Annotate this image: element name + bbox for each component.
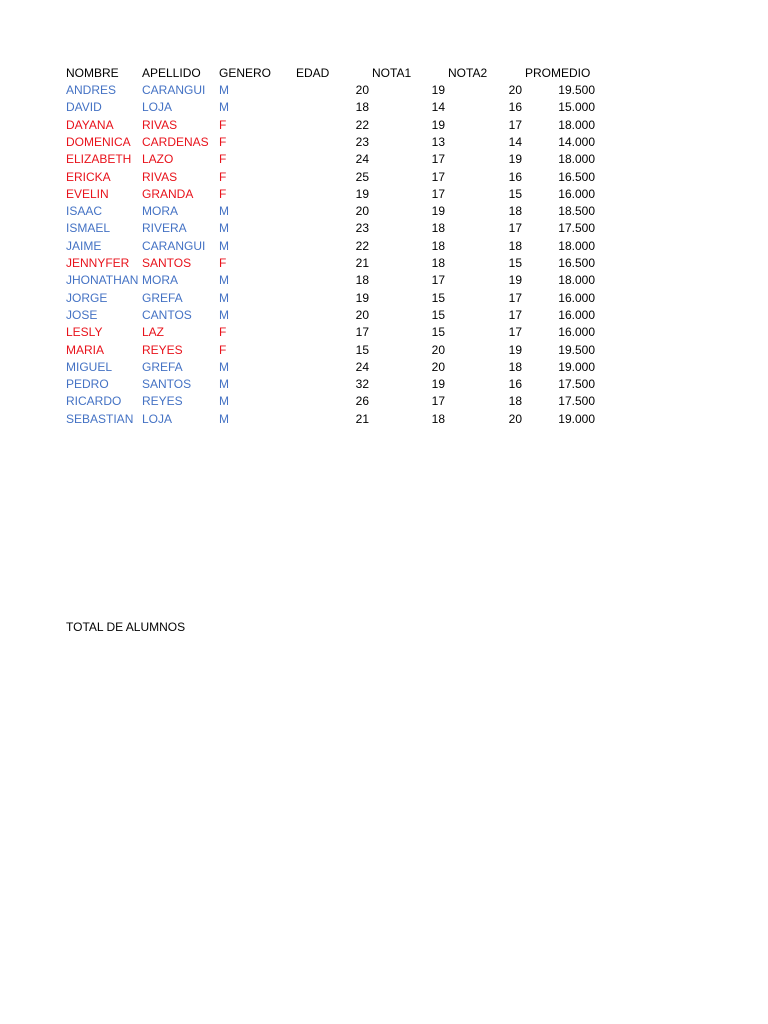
nota2-cell: 15 xyxy=(508,256,522,270)
nota1-cell: 17 xyxy=(431,169,445,184)
table-row xyxy=(0,376,768,393)
promedio-cell: 16.000 xyxy=(558,307,595,322)
nota1-cell: 17 xyxy=(431,273,445,288)
edad-cell: 19 xyxy=(355,186,369,201)
nota2-cell: 18 xyxy=(508,238,522,253)
nombre-cell: EVELIN xyxy=(66,186,109,201)
table-row xyxy=(0,134,768,151)
table-row xyxy=(0,290,768,307)
table-row xyxy=(0,272,768,289)
nota1-cell: 20 xyxy=(431,359,445,374)
nombre-cell: JORGE xyxy=(66,290,108,305)
apellido-cell: CARANGUI xyxy=(142,83,206,97)
genero-cell: F xyxy=(219,134,227,149)
nota2-cell: 18 xyxy=(508,359,522,374)
genero-cell: M xyxy=(219,100,229,115)
table-row xyxy=(0,117,768,134)
table-row xyxy=(0,411,768,428)
nota2-cell: 15 xyxy=(508,186,522,201)
genero-cell: F xyxy=(219,325,227,340)
nota1-cell: 18 xyxy=(431,238,445,253)
edad-cell: 17 xyxy=(355,325,369,340)
edad-cell: 18 xyxy=(355,273,369,288)
edad-cell: 25 xyxy=(355,169,369,184)
promedio-cell: 19.000 xyxy=(558,359,595,374)
genero-cell: F xyxy=(219,256,227,270)
apellido-cell: RIVERA xyxy=(142,221,187,236)
table-row xyxy=(0,186,768,203)
table-row xyxy=(0,203,768,220)
genero-cell: F xyxy=(219,152,227,167)
apellido-cell: LAZO xyxy=(142,152,174,167)
genero-cell: M xyxy=(219,411,229,426)
nombre-cell: JOSE xyxy=(66,307,98,322)
apellido-cell: SANTOS xyxy=(142,377,192,392)
nombre-cell: RICARDO xyxy=(66,394,122,409)
apellido-cell: LOJA xyxy=(142,411,173,426)
apellido-cell: GRANDA xyxy=(142,186,194,201)
header-nombre: NOMBRE xyxy=(66,66,119,80)
apellido-cell: CARANGUI xyxy=(142,238,206,253)
header-promedio: PROMEDIO xyxy=(525,66,591,80)
nota2-cell: 17 xyxy=(508,117,522,132)
promedio-cell: 18.000 xyxy=(558,117,595,132)
table-row xyxy=(0,359,768,376)
promedio-cell: 18.500 xyxy=(558,204,595,219)
nota2-cell: 16 xyxy=(508,169,522,184)
genero-cell: M xyxy=(219,204,229,219)
nota1-cell: 19 xyxy=(431,204,445,219)
nota2-cell: 19 xyxy=(508,152,522,167)
nombre-cell: ISAAC xyxy=(66,204,103,219)
genero-cell: F xyxy=(219,342,227,357)
genero-cell: M xyxy=(219,238,229,253)
header-genero: GENERO xyxy=(219,66,272,80)
nota1-cell: 13 xyxy=(431,134,445,149)
genero-cell: F xyxy=(219,169,227,184)
nombre-cell: PEDRO xyxy=(66,377,109,392)
apellido-cell: GREFA xyxy=(142,290,183,305)
table-row xyxy=(0,151,768,168)
table-row xyxy=(0,255,768,272)
nota2-cell: 19 xyxy=(508,273,522,288)
nombre-cell: LESLY xyxy=(66,325,103,340)
promedio-cell: 16.500 xyxy=(558,169,595,184)
nota1-cell: 20 xyxy=(431,342,445,357)
apellido-cell: MORA xyxy=(142,204,178,219)
nombre-cell: JENNYFER xyxy=(66,256,130,270)
genero-cell: F xyxy=(219,117,227,132)
apellido-cell: RIVAS xyxy=(142,169,178,184)
genero-cell: M xyxy=(219,359,229,374)
genero-cell: F xyxy=(219,186,227,201)
table-row xyxy=(0,82,768,99)
nota1-cell: 17 xyxy=(431,394,445,409)
edad-cell: 26 xyxy=(355,394,369,409)
genero-cell: M xyxy=(219,290,229,305)
edad-cell: 20 xyxy=(355,204,369,219)
nota2-cell: 17 xyxy=(508,221,522,236)
nombre-cell: SEBASTIAN xyxy=(66,411,134,426)
nota2-cell: 18 xyxy=(508,394,522,409)
genero-cell: M xyxy=(219,377,229,392)
nombre-cell: JAIME xyxy=(66,238,102,253)
total-alumnos-label: TOTAL DE ALUMNOS xyxy=(66,620,186,634)
edad-cell: 23 xyxy=(355,134,369,149)
edad-cell: 22 xyxy=(355,238,369,253)
nombre-cell: ERICKA xyxy=(66,169,111,184)
nota2-cell: 17 xyxy=(508,307,522,322)
table-row xyxy=(0,238,768,255)
edad-cell: 15 xyxy=(355,342,369,357)
header-row xyxy=(0,65,768,82)
promedio-cell: 19.000 xyxy=(558,411,595,426)
edad-cell: 20 xyxy=(355,83,369,97)
header-apellido: APELLIDO xyxy=(142,66,201,80)
table-row xyxy=(0,393,768,410)
table-row xyxy=(0,342,768,359)
nombre-cell: MIGUEL xyxy=(66,359,113,374)
promedio-cell: 15.000 xyxy=(558,100,595,115)
nota1-cell: 19 xyxy=(431,117,445,132)
nombre-cell: DAVID xyxy=(66,100,102,115)
nota1-cell: 15 xyxy=(431,325,445,340)
promedio-cell: 16.500 xyxy=(558,256,595,270)
nota2-cell: 16 xyxy=(508,377,522,392)
promedio-cell: 16.000 xyxy=(558,325,595,340)
table-row xyxy=(0,324,768,341)
genero-cell: M xyxy=(219,83,229,97)
nota1-cell: 18 xyxy=(431,256,445,270)
genero-cell: M xyxy=(219,273,229,288)
genero-cell: M xyxy=(219,221,229,236)
nombre-cell: MARIA xyxy=(66,342,105,357)
promedio-cell: 18.000 xyxy=(558,152,595,167)
nota1-cell: 18 xyxy=(431,221,445,236)
apellido-cell: REYES xyxy=(142,394,183,409)
nota1-cell: 15 xyxy=(431,290,445,305)
promedio-cell: 19.500 xyxy=(558,83,595,97)
nombre-cell: ELIZABETH xyxy=(66,152,132,167)
table-row xyxy=(0,99,768,116)
apellido-cell: MORA xyxy=(142,273,178,288)
nota2-cell: 19 xyxy=(508,342,522,357)
table-row xyxy=(0,220,768,237)
nombre-cell: ISMAEL xyxy=(66,221,111,236)
apellido-cell: LAZ xyxy=(142,325,165,340)
nota2-cell: 16 xyxy=(508,100,522,115)
nota1-cell: 17 xyxy=(431,152,445,167)
nota1-cell: 19 xyxy=(431,83,445,97)
apellido-cell: SANTOS xyxy=(142,256,192,270)
apellido-cell: RIVAS xyxy=(142,117,178,132)
apellido-cell: LOJA xyxy=(142,100,173,115)
edad-cell: 22 xyxy=(355,117,369,132)
nota2-cell: 17 xyxy=(508,290,522,305)
promedio-cell: 17.500 xyxy=(558,221,595,236)
nota2-cell: 20 xyxy=(508,411,522,426)
header-nota1: NOTA1 xyxy=(372,66,412,80)
nota1-cell: 15 xyxy=(431,307,445,322)
nota2-cell: 20 xyxy=(508,83,522,97)
header-nota2: NOTA2 xyxy=(448,66,488,80)
promedio-cell: 19.500 xyxy=(558,342,595,357)
nota2-cell: 17 xyxy=(508,325,522,340)
promedio-cell: 18.000 xyxy=(558,273,595,288)
nota2-cell: 14 xyxy=(508,134,522,149)
nombre-cell: JHONATHAN xyxy=(66,273,139,288)
edad-cell: 21 xyxy=(355,411,369,426)
nota1-cell: 18 xyxy=(431,411,445,426)
promedio-cell: 17.500 xyxy=(558,377,595,392)
nombre-cell: DOMENICA xyxy=(66,134,131,149)
apellido-cell: CARDENAS xyxy=(142,134,209,149)
promedio-cell: 16.000 xyxy=(558,186,595,201)
nombre-cell: ANDRES xyxy=(66,83,117,97)
edad-cell: 20 xyxy=(355,307,369,322)
edad-cell: 18 xyxy=(355,100,369,115)
genero-cell: M xyxy=(219,307,229,322)
nota1-cell: 19 xyxy=(431,377,445,392)
apellido-cell: REYES xyxy=(142,342,183,357)
table-row xyxy=(0,307,768,324)
edad-cell: 19 xyxy=(355,290,369,305)
edad-cell: 32 xyxy=(355,377,369,392)
nota1-cell: 14 xyxy=(431,100,445,115)
nombre-cell: DAYANA xyxy=(66,117,114,132)
promedio-cell: 17.500 xyxy=(558,394,595,409)
table-row xyxy=(0,169,768,186)
promedio-cell: 14.000 xyxy=(558,134,595,149)
nota1-cell: 17 xyxy=(431,186,445,201)
edad-cell: 24 xyxy=(355,359,369,374)
edad-cell: 24 xyxy=(355,152,369,167)
promedio-cell: 18.000 xyxy=(558,238,595,253)
apellido-cell: CANTOS xyxy=(142,307,192,322)
apellido-cell: GREFA xyxy=(142,359,183,374)
genero-cell: M xyxy=(219,394,229,409)
header-edad: EDAD xyxy=(296,66,330,80)
edad-cell: 21 xyxy=(355,256,369,270)
edad-cell: 23 xyxy=(355,221,369,236)
nota2-cell: 18 xyxy=(508,204,522,219)
promedio-cell: 16.000 xyxy=(558,290,595,305)
